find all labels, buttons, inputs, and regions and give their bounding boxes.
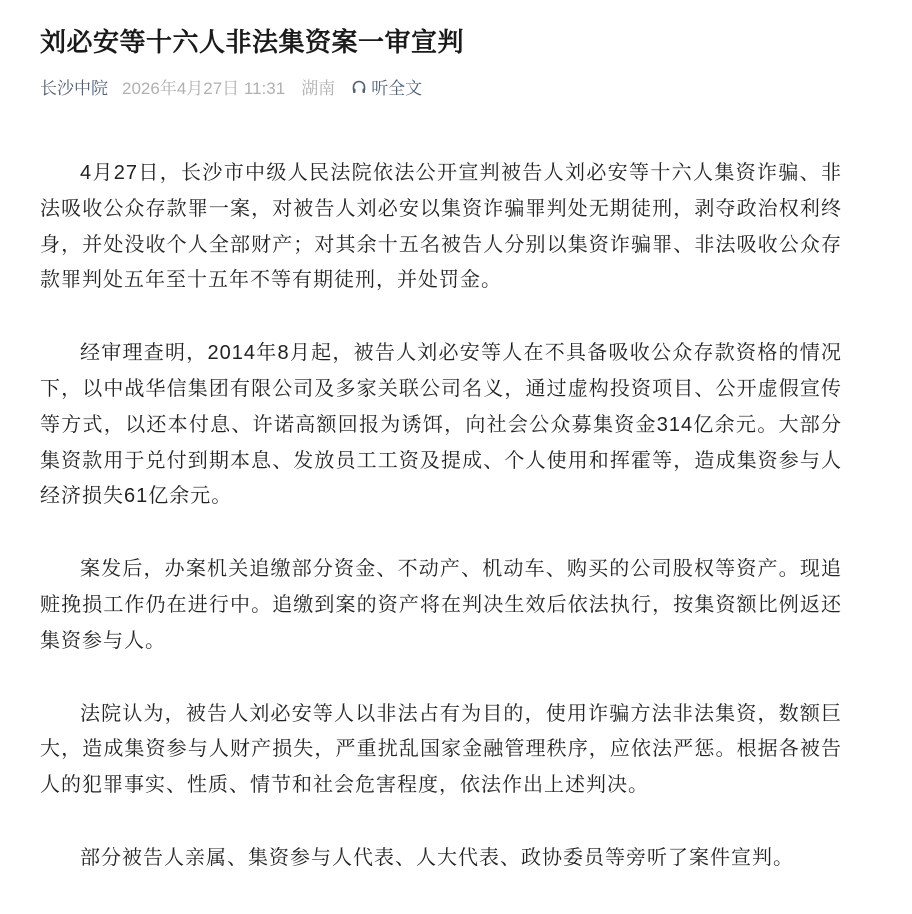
article-title: 刘必安等十六人非法集资案一审宣判: [40, 27, 465, 57]
paragraph: 案发后，办案机关追缴部分资金、不动产、机动车、购买的公司股权等资产。现追赃挽损工作仍在进行中。追缴到案的资产将在判决生效后依法执行，按集资额比例返还集资参与人。: [40, 558, 842, 652]
listen-label: 听全文: [371, 79, 423, 98]
article-meta: [40, 74, 422, 99]
paragraph: 4月27日，长沙市中级人民法院依法公开宣判被告人刘必安等十六人集资诈骗、非法吸收公众存款罪一案，对被告人刘必安以集资诈骗罪判处无期徒刑，剥夺政治权利终身，并处没收个人全部财产；对其余十五名被告人分别以集资诈骗罪、非法吸收公众存款罪判处五年至十五年不等有期徒刑，并处罚金。: [40, 162, 842, 292]
paragraph: 部分被告人亲属、集资参与人代表、人大代表、政协委员等旁听了案件宣判。: [80, 846, 794, 869]
listen-button[interactable]: [351, 74, 422, 99]
paragraph: 法院认为，被告人刘必安等人以非法占有为目的，使用诈骗方法非法集资，数额巨大，造成集资参与人财产损失，严重扰乱国家金融管理秩序，应依法严惩。根据各被告人的犯罪事实、性质、情节和社会危害程度，依法作出上述判决。: [40, 702, 842, 797]
paragraph: 经审理查明，2014年8月起，被告人刘必安等人在不具备吸收公众存款资格的情况下，以中战华信集团有限公司及多家关联公司名义，通过虚构投资项目、公开虚假宣传等方式，以还本付息、许诺高额回报为诱饵，向社会公众募集资金314亿余元。大部分集资款用于兑付到期本息、发放员工工资及提成、个人使用和挥霍等，造成集资参与人经济损失61亿余元。: [40, 342, 842, 508]
publish-time: 2026年4月27日 11:31: [122, 79, 286, 98]
headphones-icon: [351, 79, 367, 95]
article-body: [40, 156, 842, 914]
region-tag: 湖南: [301, 79, 336, 98]
article-source[interactable]: 长沙中院: [40, 79, 108, 98]
